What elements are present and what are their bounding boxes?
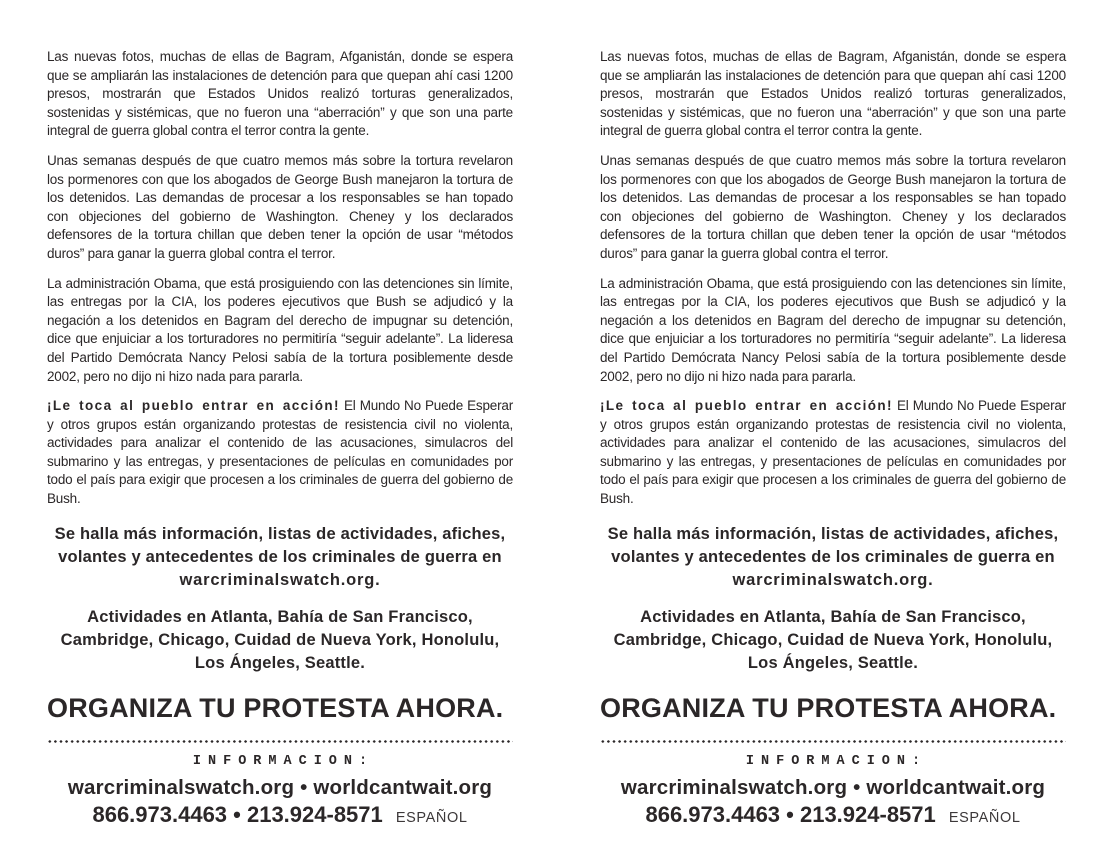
more-info-heading — [47, 523, 513, 592]
action-lead: ¡Le toca al pueblo entrar en acción! — [600, 398, 893, 414]
more-info-text: Se halla más información, listas de actividades, afiches, volantes y antecedentes de los criminales de guerra en — [607, 524, 1059, 566]
organize-heading: ORGANIZA TU PROTESTA AHORA. — [600, 692, 1057, 723]
action-text: El Mundo No Puede Esperar y otros grupos están organizando protestas de resistencia civil no violenta, actividades para analizar el contenido de las acusaciones, simulacros del submarino y las entregas, y presentaciones de películas en comunidades por todo el país para exigir que procesen a los criminales de guerra del gobierno de Bush. — [47, 398, 513, 507]
dotted-separator — [600, 739, 1066, 744]
dotted-separator — [47, 739, 513, 744]
activities-heading: Actividades en Atlanta, Bahía de San Francisco, Cambridge, Chicago, Cuidad de Nueva York, Honolulu, Los Ángeles, Seattle. — [60, 607, 500, 672]
memos-paragraph: Unas semanas después de que cuatro memos más sobre la tortura revelaron los pormenores con que los abogados de George Bush manejaron la tortura de los detenidos. Las demandas de procesar a los responsables se han topado con objeciones del gobierno de Washington. Cheney y los declarados defensores de la tortura chillan que deben tener la opción de usar “métodos duros” para ganar la guerra global contra el terror. — [47, 152, 513, 261]
action-lead: ¡Le toca al pueblo entrar en acción! — [47, 398, 340, 414]
organize-heading: ORGANIZA TU PROTESTA AHORA. — [47, 692, 504, 723]
warcriminalswatch-url: warcriminalswatch.org. — [732, 570, 934, 589]
phone-numbers: 866.973.4463 • 213.924-8571 — [645, 801, 936, 827]
activities-heading: Actividades en Atlanta, Bahía de San Francisco, Cambridge, Chicago, Cuidad de Nueva York, Honolulu, Los Ángeles, Seattle. — [613, 607, 1053, 672]
espanol-label: ESPAÑOL — [395, 809, 468, 826]
warcriminalswatch-url: warcriminalswatch.org. — [179, 570, 381, 589]
action-paragraph — [600, 397, 1066, 509]
espanol-label: ESPAÑOL — [948, 809, 1021, 826]
flyer-column-right — [600, 48, 1066, 850]
intro-paragraph: Las nuevas fotos, muchas de ellas de Bagram, Afganistán, donde se espera que se ampliarán las instalaciones de detención para que quepan ahí casi 1200 presos, mostrarán que Estados Unidos realizó torturas generalizados, sostenidas y sistémicas, que no fueron una “aberración” y que son una parte integral de guerra global contra el terror contra la gente. — [600, 49, 1066, 139]
phones-line — [47, 801, 513, 832]
websites-line: warcriminalswatch.org • worldcantwait.org — [620, 775, 1046, 799]
memos-paragraph: Unas semanas después de que cuatro memos más sobre la tortura revelaron los pormenores con que los abogados de George Bush manejaron la tortura de los detenidos. Las demandas de procesar a los responsables se han topado con objeciones del gobierno de Washington. Cheney y los declarados defensores de la tortura chillan que deben tener la opción de usar “métodos duros” para ganar la guerra global contra el terror. — [600, 152, 1066, 261]
phone-numbers: 866.973.4463 • 213.924-8571 — [92, 801, 383, 827]
information-label: INFORMACION: — [192, 753, 375, 769]
websites-line: warcriminalswatch.org • worldcantwait.org — [67, 775, 493, 799]
more-info-heading — [600, 523, 1066, 592]
information-label: INFORMACION: — [745, 753, 928, 769]
action-paragraph — [47, 397, 513, 509]
more-info-text: Se halla más información, listas de actividades, afiches, volantes y antecedentes de los criminales de guerra en — [54, 524, 506, 566]
flyer-column-left — [47, 48, 513, 850]
phones-line — [600, 801, 1066, 832]
obama-paragraph: La administración Obama, que está prosiguiendo con las detenciones sin límite, las entregas por la CIA, los poderes ejecutivos que Bush se adjudicó y la negación a los detenidos en Bagram del derecho de impugnar su detención, dice que enjuiciar a los torturadores no permitiría “seguir adelante”. La lideresa del Partido Demócrata Nancy Pelosi sabía de la tortura posiblemente desde 2002, pero no dijo ni hizo nada para pararla. — [47, 275, 513, 384]
intro-paragraph: Las nuevas fotos, muchas de ellas de Bagram, Afganistán, donde se espera que se ampliarán las instalaciones de detención para que quepan ahí casi 1200 presos, mostrarán que Estados Unidos realizó torturas generalizados, sostenidas y sistémicas, que no fueron una “aberración” y que son una parte integral de guerra global contra el terror contra la gente. — [47, 49, 513, 139]
action-text: El Mundo No Puede Esperar y otros grupos están organizando protestas de resistencia civil no violenta, actividades para analizar el contenido de las acusaciones, simulacros del submarino y las entregas, y presentaciones de películas en comunidades por todo el país para exigir que procesen a los criminales de guerra del gobierno de Bush. — [600, 398, 1066, 507]
obama-paragraph: La administración Obama, que está prosiguiendo con las detenciones sin límite, las entregas por la CIA, los poderes ejecutivos que Bush se adjudicó y la negación a los detenidos en Bagram del derecho de impugnar su detención, dice que enjuiciar a los torturadores no permitiría “seguir adelante”. La lideresa del Partido Demócrata Nancy Pelosi sabía de la tortura posiblemente desde 2002, pero no dijo ni hizo nada para pararla. — [600, 275, 1066, 384]
